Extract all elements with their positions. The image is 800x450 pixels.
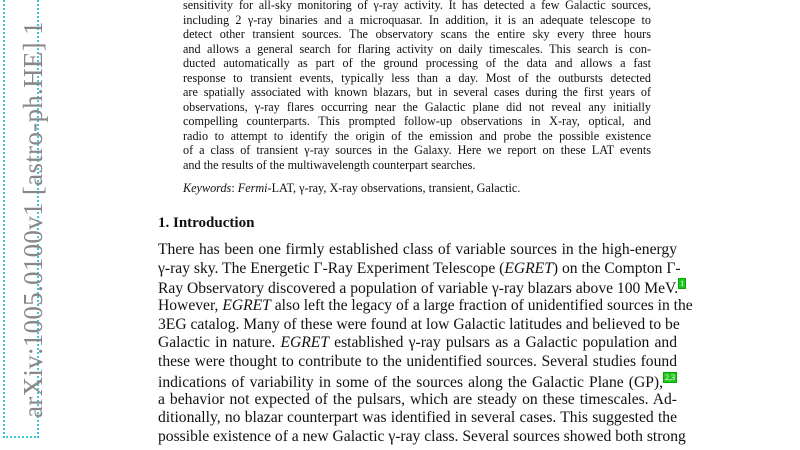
intro-body xyxy=(158,241,693,447)
keywords-list: -LAT, γ-ray, X-ray observations, transient, Galactic. xyxy=(267,181,521,195)
abstract-line: observations, γ-ray flares occurring near the Galactic plane did not reveal any initially xyxy=(183,99,651,114)
abstract-line: including 2 γ-ray binaries and a microquasar. In addition, it is an adequate telescope to xyxy=(183,12,651,27)
abstract-line: are spatially associated with known blazars, but in several cases during the first years of xyxy=(183,85,651,99)
body-line: γ-ray sky. The Energetic Γ-Ray Experiment Telescope (EGRET) on the Compton Γ- xyxy=(158,259,681,277)
abstract-line: and the results of the multiwavelength counterpart searches. xyxy=(183,157,476,172)
abstract-line: and allows a general search for flaring activity on daily timescales. This search is con- xyxy=(183,41,651,56)
egret-term: EGRET xyxy=(504,259,553,277)
body-line: a behavior not expected of the pulsars, which are steady on these timescales. Ad- xyxy=(158,390,677,408)
egret-term: EGRET xyxy=(222,297,271,315)
abstract-line: sensitivity for all-sky monitoring of γ-ray activity. It has detected a few Galactic sources, xyxy=(183,0,651,12)
section-heading: 1. Introduction xyxy=(158,215,255,231)
arxiv-identifier[interactable]: arXiv:1005.0100v1 [astro-ph.HE] 1 xyxy=(18,21,48,418)
body-line: indications of variability in some of the sources along the Galactic Plane (GP), 2,3 xyxy=(158,372,675,391)
abstract-line: response to transient events, typically less than a day. Most of the outbursts detected xyxy=(183,70,651,85)
body-line: possible existence of a new Galactic γ-ray class. Several sources showed both strong xyxy=(158,427,686,445)
citation-link[interactable]: 2,3 xyxy=(665,372,675,382)
keywords: Keywords: Fermi-LAT, γ-ray, X-ray observations, transient, Galactic. xyxy=(183,181,521,195)
body-line: ditionally, no blazar counterpart was identified in several cases. This suggested the xyxy=(158,409,677,427)
abstract-line: of a class of transient γ-ray sources in the Galaxy. Here we report on these LAT events xyxy=(183,143,651,157)
body-line: 3EG catalog. Many of these were found at low Galactic latitudes and believed to be xyxy=(158,315,680,333)
abstract-line: compelling counterparts. This prompted follow-up observations in X-ray, optical, and xyxy=(183,114,651,128)
body-line: Galactic in nature. EGRET established γ-ray pulsars as a Galactic population and xyxy=(158,334,677,352)
body-line: Ray Observatory discovered a population of variable γ-ray blazars above 100 MeV. 1 xyxy=(158,279,685,298)
keyword-fermi: Fermi xyxy=(237,181,268,195)
abstract-line: radio to attempt to identify the origin of the emission and probe the possible existence xyxy=(183,128,651,143)
abstract-line: ducted automatically as part of the ground processing of the data and allows a fast xyxy=(183,56,651,70)
body-line: However, EGRET also left the legacy of a large fraction of unidentified sources in the xyxy=(158,297,693,315)
abstract xyxy=(183,0,651,172)
body-line: these were thought to contribute to the unidentified sources. Several studies found xyxy=(158,353,677,371)
body-line: There has been one firmly established class of variable sources in the high-energy xyxy=(158,241,677,258)
citation-link[interactable]: 1 xyxy=(680,279,685,289)
abstract-line: detect other transient sources. The observatory scans the entire sky every three hours xyxy=(183,27,651,41)
keywords-label: Keywords xyxy=(183,181,232,195)
egret-term: EGRET xyxy=(280,334,329,352)
